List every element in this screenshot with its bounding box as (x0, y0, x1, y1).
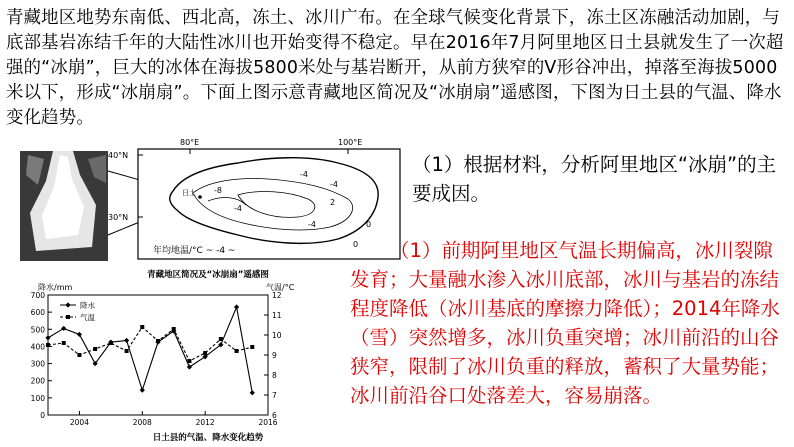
lat-label: 40°N (108, 151, 129, 160)
question-1: （1）根据材料，分析阿里地区“冰崩”的主要成因。 (412, 153, 777, 205)
right-tick-label: 8 (272, 371, 277, 380)
legend-marker (66, 315, 70, 319)
data-point-降水 (45, 335, 50, 340)
right-tick-label: 10 (272, 331, 282, 340)
right-tick-label: 7 (272, 391, 277, 400)
isotherm-label: 2 (330, 198, 336, 207)
data-point-降水 (124, 338, 129, 343)
data-point-气温 (203, 351, 207, 355)
isotherm-label: -4 (234, 204, 242, 213)
place-label: 日土 (182, 189, 196, 197)
figure-panel (8, 135, 403, 445)
right-tick-label: 9 (272, 351, 277, 360)
data-point-降水 (77, 332, 82, 337)
map-legend: 年均地温/°C ~ -4 ~ (153, 246, 236, 256)
chart-title: 日土县的气温、降水变化趋势 (152, 433, 264, 443)
lat-label: 30°N (108, 213, 129, 222)
left-tick-label: 300 (30, 359, 45, 369)
data-point-降水 (234, 304, 239, 309)
satellite-image (20, 151, 108, 261)
left-axis-title: 降水/mm (38, 283, 73, 292)
data-point-气温 (77, 353, 81, 357)
right-tick-label: 6 (272, 411, 277, 420)
data-point-气温 (140, 325, 144, 329)
left-tick-label: 0 (40, 411, 45, 420)
isotherm-label: -4 (330, 180, 338, 189)
isotherm-label: -8 (214, 186, 222, 195)
data-point-气温 (109, 341, 113, 345)
data-point-气温 (250, 345, 254, 349)
right-tick-label: 11 (272, 311, 282, 320)
left-tick-label: 100 (30, 393, 45, 403)
legend-label: 气温 (80, 313, 95, 322)
legend-label: 降水 (80, 301, 95, 310)
isotherm-label: 0 (366, 220, 372, 229)
intro-text: 青藏地区地势东南低、西北高，冻土、冰川广布。在全球气候变化背景下，冻土区冻融活动加剧，与底部基岩冻结千年的大陆性冰川也开始变得不稳定。早在2016年7月阿里地区日土县就发生了一次超强的“冰崩”，巨大的冰体在海拔5800米处与基岩断开，从前方狭窄的V形谷冲出，掉落至海拔5000米以下，形成“冰崩扇”。下面上图示意青藏地区简况及“冰崩扇”遥感图，下图为日土县的气温、降水变化趋势。 (6, 8, 784, 128)
data-point-气温 (62, 341, 66, 345)
data-point-气温 (235, 349, 239, 353)
data-point-降水 (250, 390, 255, 395)
data-point-气温 (187, 359, 191, 363)
data-point-气温 (172, 327, 176, 331)
right-tick-label: 12 (272, 291, 282, 300)
data-point-气温 (46, 343, 50, 347)
right-axis-title: 气温/°C (266, 283, 295, 292)
x-tick-label: 2004 (69, 418, 89, 427)
data-point-气温 (125, 349, 129, 353)
data-point-降水 (140, 388, 145, 393)
series-line-降水 (48, 307, 252, 393)
answer-text: （1）前期阿里地区气温长期偏高，冰川裂隙发育；大量融水渗入冰川底部，冰川与基岩的冻结程度降低（冰川基底的摩擦力降低）；2014年降水（雪）突然增多，冰川负重突增；冰川前沿的山谷狭窄，限制了冰川负重的释放，蓄积了大量势能；冰川前沿谷口处落差大，容易崩落。 (350, 239, 780, 407)
left-tick-label: 200 (30, 376, 45, 386)
isotherm-label: -4 (308, 220, 316, 229)
answer-1 (350, 236, 790, 410)
left-tick-label: 700 (30, 291, 45, 300)
isotherm-label: 0 (353, 240, 359, 249)
isotherm-label: -4 (300, 170, 308, 179)
x-tick-label: 2016 (258, 418, 278, 427)
lon-label: 100°E (338, 138, 363, 147)
data-point-气温 (219, 337, 223, 341)
left-tick-label: 600 (30, 308, 45, 318)
lon-label: 80°E (180, 138, 200, 147)
x-tick-label: 2012 (195, 418, 215, 427)
map-caption: 青藏地区简况及“冰崩扇”遥感图 (147, 270, 269, 280)
left-tick-label: 500 (30, 325, 45, 335)
climate-chart (31, 282, 295, 443)
data-point-气温 (93, 347, 97, 351)
data-point-降水 (61, 326, 66, 331)
x-tick-label: 2008 (132, 418, 152, 427)
data-point-气温 (156, 339, 160, 343)
legend-marker (65, 302, 70, 307)
left-tick-label: 400 (30, 342, 45, 352)
